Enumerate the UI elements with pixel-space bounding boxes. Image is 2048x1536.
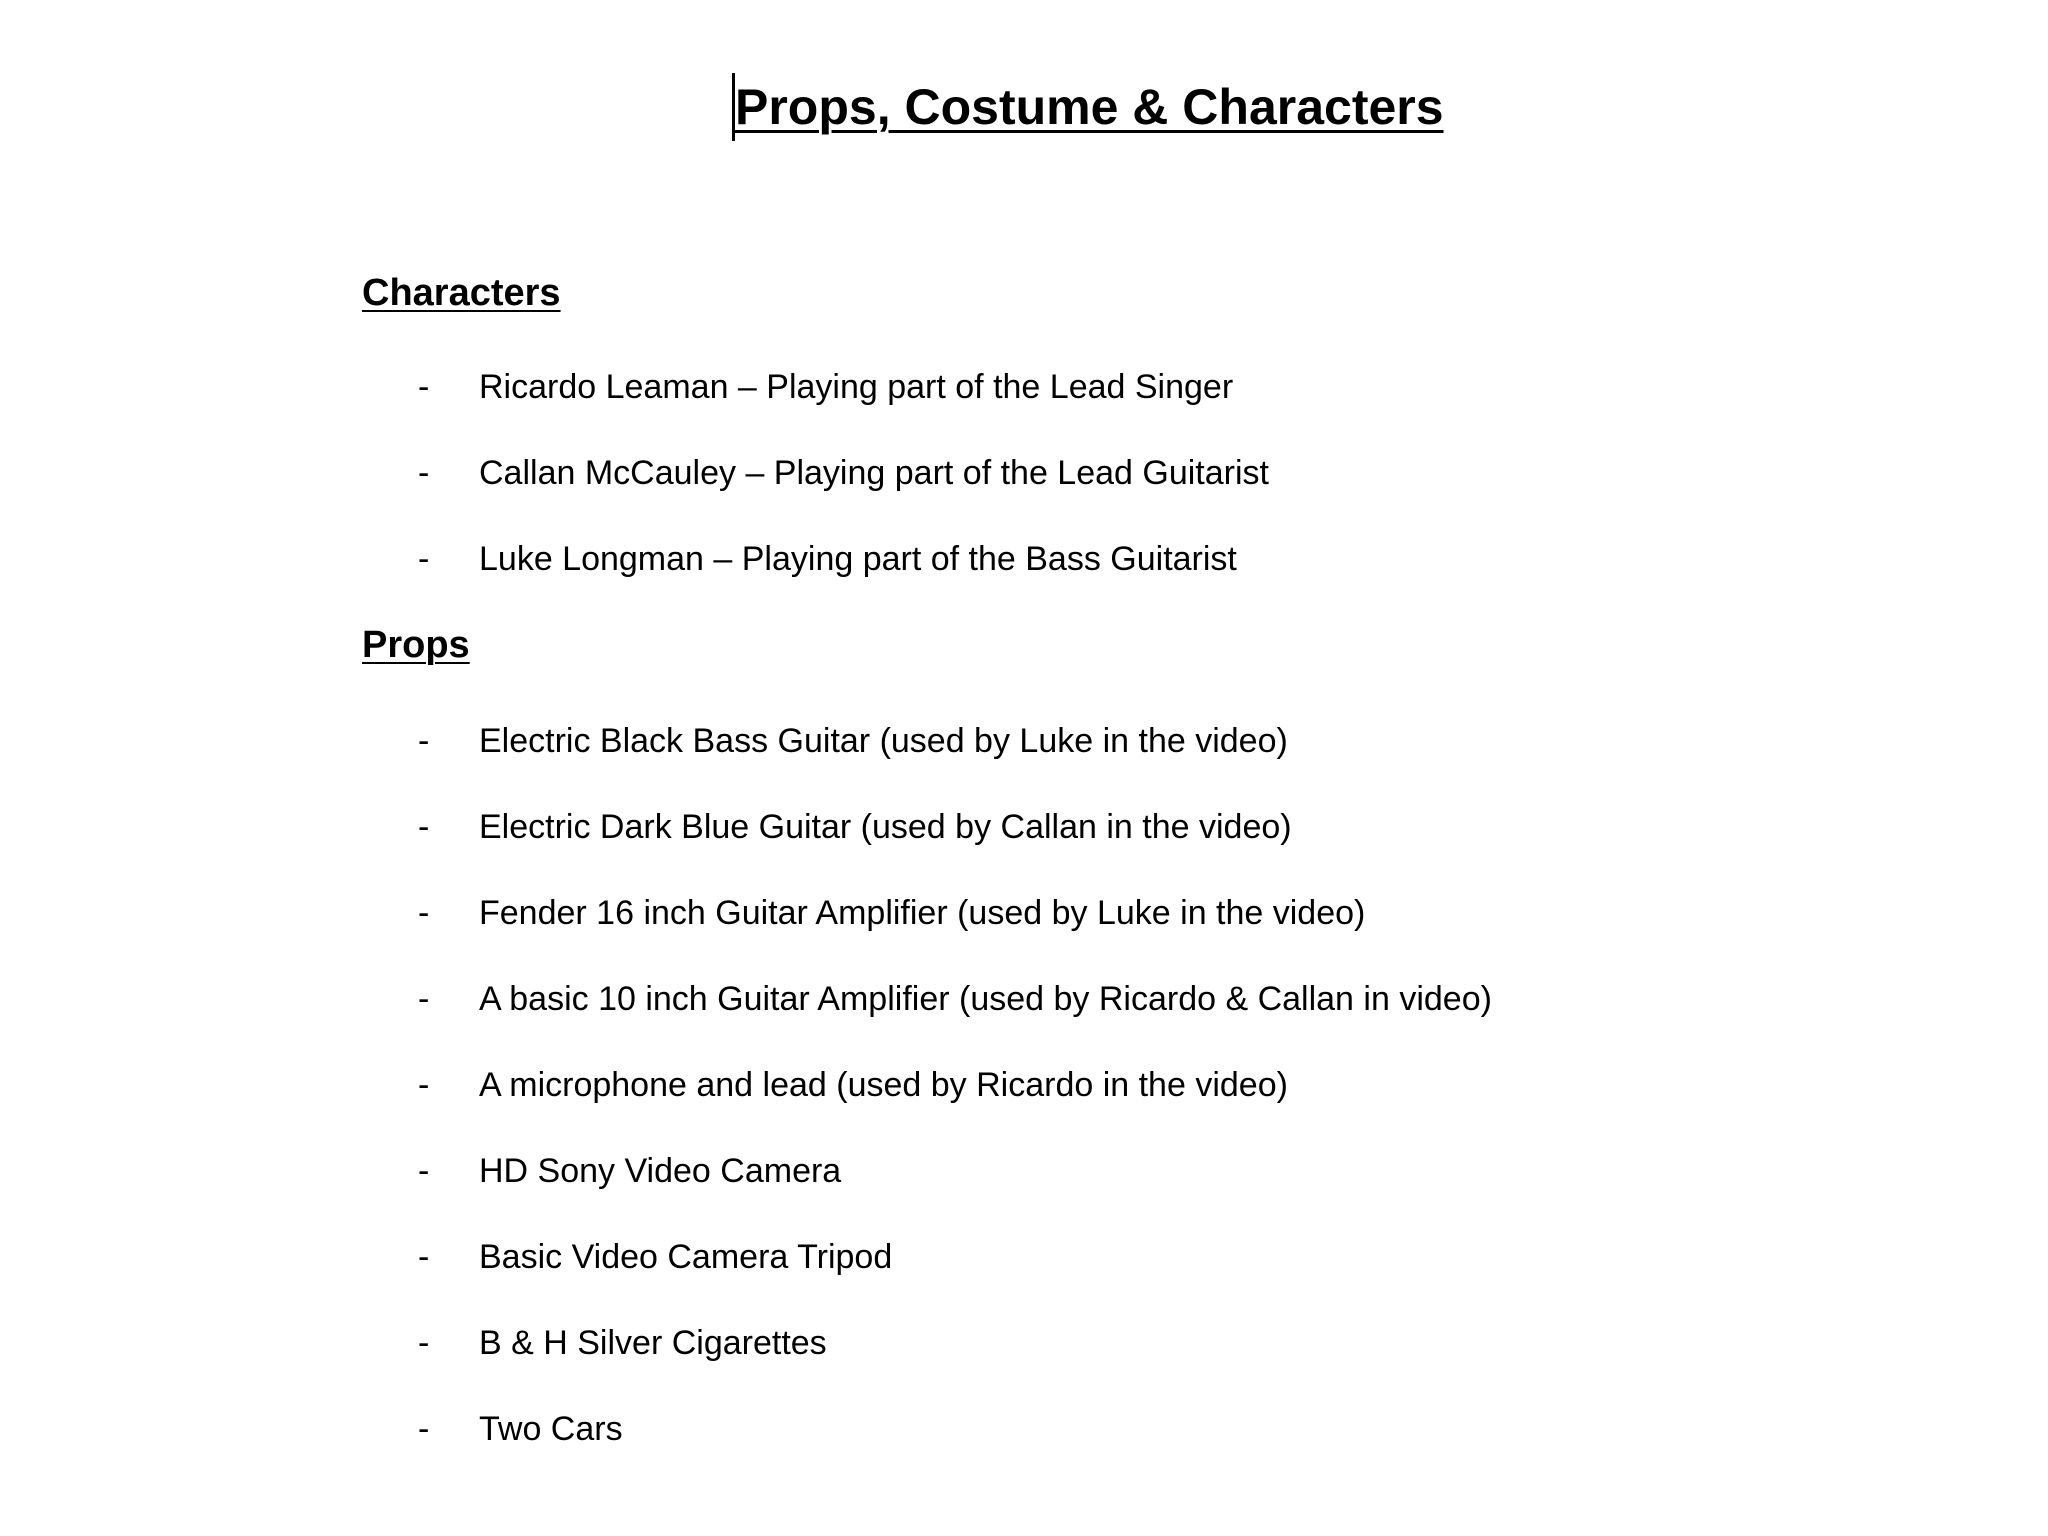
bullet-dash: - [418,540,430,578]
bullet-dash: - [418,1324,430,1362]
list-item-text: Ricardo Leaman – Playing part of the Lead Singer [479,368,1234,406]
bullet-dash: - [418,1238,430,1276]
characters-heading: Characters [362,272,561,314]
list-item-text: A basic 10 inch Guitar Amplifier (used by Ricardo & Callan in video) [479,980,1492,1018]
list-item-text: B & H Silver Cigarettes [479,1324,827,1362]
list-item-text: A microphone and lead (used by Ricardo in the video) [479,1066,1288,1104]
list-item-text: Electric Black Bass Guitar (used by Luke in the video) [479,722,1288,760]
list-item-text: Electric Dark Blue Guitar (used by Callan in the video) [479,808,1292,846]
list-item-text: Fender 16 inch Guitar Amplifier (used by Luke in the video) [479,894,1366,932]
list-item-text: HD Sony Video Camera [479,1152,842,1190]
bullet-dash: - [418,454,430,492]
bullet-dash: - [418,1410,430,1448]
bullet-dash: - [418,980,430,1018]
bullet-dash: - [418,808,430,846]
props-heading: Props [362,624,470,666]
list-item-text: Two Cars [479,1410,623,1448]
list-item-text: Callan McCauley – Playing part of the Lead Guitarist [479,454,1269,492]
document-title: Props, Costume & Characters [735,79,1444,135]
bullet-dash: - [418,722,430,760]
bullet-dash: - [418,1066,430,1104]
list-item-text: Luke Longman – Playing part of the Bass Guitarist [479,540,1237,578]
bullet-dash: - [418,368,430,406]
bullet-dash: - [418,894,430,932]
list-item-text: Basic Video Camera Tripod [479,1238,893,1276]
bullet-dash: - [418,1152,430,1190]
